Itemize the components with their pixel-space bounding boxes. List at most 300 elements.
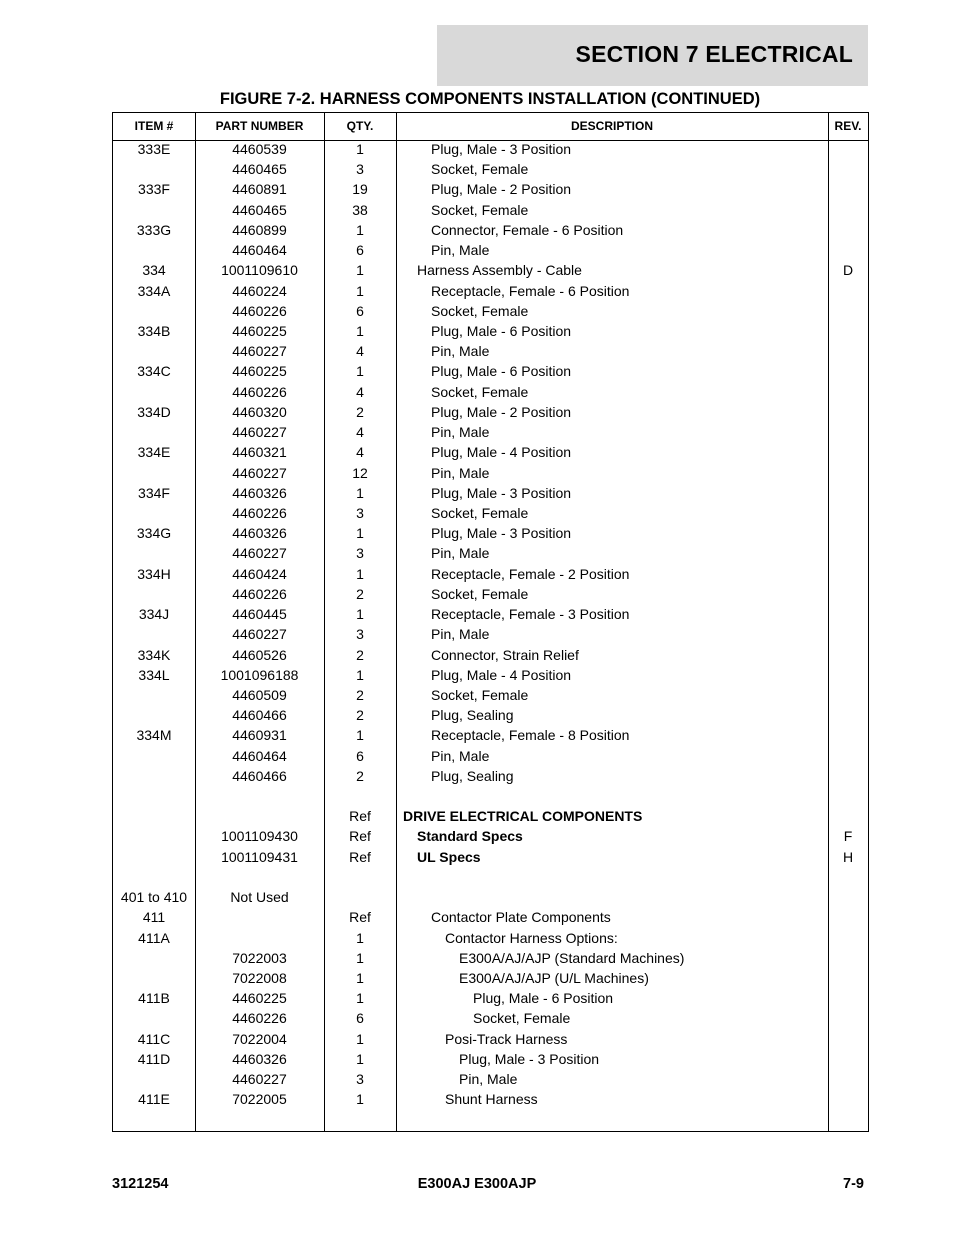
part-number-cell: 4460466 [232,707,287,724]
item-number-cell: 411 [142,909,166,926]
item-number-cell: 333G [136,221,172,238]
item-number-cell: 334F [138,484,170,501]
table-row [113,766,868,786]
quantity-cell: 6 [356,242,364,259]
table-row [113,665,868,685]
item-number-cell [113,341,195,361]
quantity-cell: 6 [356,1010,364,1027]
table-row [113,968,868,988]
table-row [113,402,868,422]
item-number-cell: 334E [137,444,171,461]
quantity-cell: 1 [356,949,364,966]
quantity-cell: 4 [356,444,364,461]
item-number-cell: 334L [138,666,170,683]
description-cell: Socket, Female [431,504,529,521]
part-number-cell: 4460326 [232,484,287,501]
quantity-cell: 2 [356,686,364,703]
description-cell: Pin, Male [431,424,490,441]
revision-cell [828,361,868,381]
part-number-cell: 7022003 [232,949,287,966]
footer-model: E300AJ E300AJP [417,1176,537,1192]
quantity-cell: 6 [356,302,364,319]
part-number-cell: 4460465 [232,161,287,178]
header-rev: REV. [834,119,862,133]
table-row [113,260,868,280]
part-number-cell: 4460464 [232,747,287,764]
revision-cell [828,503,868,523]
item-number-cell: 334B [137,322,171,339]
item-number-cell: 334K [137,646,171,663]
part-number-cell: 4460225 [232,990,287,1007]
description-cell [397,867,834,887]
item-number-cell: 411C [137,1030,171,1047]
item-number-cell [113,705,195,725]
description-cell: Connector, Female - 6 Position [431,221,624,238]
table-row [113,584,868,604]
part-number-cell: 4460226 [232,302,287,319]
description-cell: E300A/AJ/AJP (Standard Machines) [459,949,685,966]
table-row [113,645,868,665]
item-number-cell [113,240,195,260]
description-cell: Plug, Male - 6 Position [473,990,614,1007]
table-row [113,240,868,260]
quantity-cell: 1 [356,262,364,279]
part-number-cell: 4460424 [232,565,287,582]
table-row [113,1029,868,1049]
revision-cell [828,543,868,563]
revision-cell [828,200,868,220]
table-row [113,321,868,341]
quantity-cell: 1 [356,363,364,380]
item-number-cell [113,503,195,523]
description-cell: Plug, Sealing [431,767,514,784]
section-banner [437,25,868,86]
revision-cell [828,1008,868,1028]
description-cell: Pin, Male [459,1071,518,1088]
parts-table [112,112,869,1132]
quantity-cell [324,887,396,907]
footer-document-number: 3121254 [112,1176,169,1192]
quantity-cell: 1 [356,221,364,238]
header-description: DESCRIPTION [570,119,653,133]
revision-cell [828,907,868,927]
table-row [113,988,868,1008]
revision-cell [828,341,868,361]
revision-cell [828,725,868,745]
table-row [113,624,868,644]
quantity-cell: 4 [356,424,364,441]
revision-cell [828,705,868,725]
description-cell: Plug, Male - 2 Position [431,181,572,198]
item-number-cell: 334J [138,606,170,623]
part-number-cell: 4460227 [232,1071,287,1088]
item-number-cell [113,200,195,220]
figure-title: FIGURE 7-2. HARNESS COMPONENTS INSTALLATION (CONTINUED) [219,90,761,108]
description-cell: Socket, Female [431,201,529,218]
description-cell: Pin, Male [431,464,490,481]
part-number-cell: 1001109431 [221,848,298,865]
quantity-cell: 1 [356,484,364,501]
item-number-cell [113,746,195,766]
part-number-cell: 4460227 [232,343,287,360]
table-row [113,483,868,503]
item-number-cell: 401 to 410 [120,889,188,906]
part-number-cell: 7022008 [232,970,287,987]
table-row [113,341,868,361]
description-cell: Pin, Male [431,343,490,360]
description-cell: Socket, Female [431,686,529,703]
revision-cell [828,422,868,442]
quantity-cell: Ref [349,848,371,865]
item-number-cell: 334H [137,565,171,582]
revision-cell: F [843,828,853,845]
revision-cell [828,887,868,907]
description-cell: Plug, Male - 6 Position [431,322,572,339]
quantity-cell [324,867,396,887]
description-cell: Connector, Strain Relief [431,646,579,663]
quantity-cell: 4 [356,343,364,360]
table-row [113,867,868,887]
quantity-cell: 1 [356,606,364,623]
table-row [113,1049,868,1069]
description-cell: Contactor Plate Components [431,909,611,926]
part-number-cell: 4460320 [232,403,287,420]
item-number-cell: 334C [137,363,171,380]
part-number-cell: 4460509 [232,686,287,703]
quantity-cell: 3 [356,545,364,562]
description-cell: Pin, Male [431,626,490,643]
item-number-cell: 334M [136,727,172,744]
quantity-cell: 1 [356,1030,364,1047]
table-row [113,1008,868,1028]
quantity-cell: 1 [356,565,364,582]
header-part-number: PART NUMBER [215,119,304,133]
description-cell: Plug, Male - 3 Position [431,525,572,542]
item-number-cell [113,159,195,179]
revision-cell [828,685,868,705]
description-cell: Socket, Female [431,383,529,400]
part-number-cell: 4460326 [232,525,287,542]
table-row [113,685,868,705]
item-number-cell [113,847,195,867]
revision-cell [828,139,868,159]
item-number-cell [113,543,195,563]
revision-cell: H [842,848,854,865]
part-number-cell [195,867,324,887]
revision-cell [828,746,868,766]
item-number-cell: 333F [138,181,170,198]
table-row [113,422,868,442]
revision-cell [828,564,868,584]
part-number-cell: 7022004 [232,1030,287,1047]
table-row [113,361,868,381]
revision-cell [828,220,868,240]
revision-cell [828,584,868,604]
part-number-cell: 4460224 [232,282,287,299]
quantity-cell: 3 [356,1071,364,1088]
item-number-cell: 411D [137,1050,171,1067]
revision-cell [828,1089,868,1109]
quantity-cell [324,786,396,806]
description-cell: Standard Specs [417,828,523,845]
quantity-cell: 2 [356,707,364,724]
table-row [113,543,868,563]
item-number-cell [113,301,195,321]
table-row [113,442,868,462]
revision-cell [828,968,868,988]
part-number-cell: 4460321 [232,444,287,461]
revision-cell [828,523,868,543]
item-number-cell [113,948,195,968]
part-number-cell: 4460526 [232,646,287,663]
item-number-cell: 333E [137,141,171,157]
table-row [113,139,868,159]
revision-cell [828,402,868,422]
part-number-cell [195,806,324,826]
footer-page-number: 7-9 [843,1176,864,1192]
description-cell: DRIVE ELECTRICAL COMPONENTS [403,808,643,825]
revision-cell [828,301,868,321]
description-cell: Contactor Harness Options: [445,929,618,946]
quantity-cell: 1 [356,141,364,157]
quantity-cell: 38 [352,201,368,218]
revision-cell [828,867,868,887]
quantity-cell: 1 [356,1091,364,1108]
part-number-cell: 4460227 [232,626,287,643]
revision-cell [828,988,868,1008]
description-cell: UL Specs [417,848,481,865]
part-number-cell [195,928,324,948]
part-number-cell: 4460226 [232,383,287,400]
part-number-cell: 4460226 [232,504,287,521]
table-row [113,281,868,301]
table-row [113,746,868,766]
part-number-cell: 4460227 [232,545,287,562]
item-number-cell [113,1069,195,1089]
table-row [113,503,868,523]
table-row [113,1089,868,1109]
part-number-cell [195,907,324,927]
description-cell: Receptacle, Female - 6 Position [431,282,630,299]
item-number-cell [113,766,195,786]
item-number-cell: 411E [138,1091,170,1108]
description-cell: Plug, Male - 3 Position [431,484,572,501]
table-row [113,463,868,483]
table-row [113,1069,868,1089]
item-number-cell [113,968,195,988]
quantity-cell: 1 [356,929,364,946]
description-cell: Shunt Harness [445,1091,538,1108]
item-number-cell [113,867,195,887]
revision-cell [828,159,868,179]
item-number-cell [113,422,195,442]
part-number-cell: 4460225 [232,363,287,380]
description-cell: Plug, Male - 3 Position [459,1050,600,1067]
quantity-cell: 1 [356,970,364,987]
revision-cell [828,665,868,685]
revision-cell [828,483,868,503]
item-number-cell [113,806,195,826]
part-number-cell: 1001109430 [221,828,298,845]
table-row [113,887,868,907]
revision-cell [828,179,868,199]
quantity-cell: 2 [356,767,364,784]
quantity-cell: Ref [349,828,371,845]
item-number-cell [113,826,195,846]
revision-cell [828,240,868,260]
part-number-cell: 4460226 [232,1010,287,1027]
quantity-cell: 12 [352,464,368,481]
part-number-cell: 4460226 [232,585,287,602]
revision-cell [828,281,868,301]
revision-cell [828,1029,868,1049]
table-row [113,523,868,543]
header-qty: QTY. [346,119,374,133]
item-number-cell [113,463,195,483]
part-number-cell: 4460899 [232,221,287,238]
quantity-cell: 2 [356,403,364,420]
quantity-cell: Ref [349,909,371,926]
revision-cell [828,645,868,665]
item-number-cell [113,584,195,604]
quantity-cell: 6 [356,747,364,764]
revision-cell [828,1049,868,1069]
description-cell: Plug, Male - 2 Position [431,403,572,420]
quantity-cell: 19 [352,181,368,198]
table-row [113,847,868,867]
revision-cell: D [842,262,854,279]
description-cell: Plug, Male - 6 Position [431,363,572,380]
table-row [113,948,868,968]
revision-cell [828,948,868,968]
description-cell: Receptacle, Female - 2 Position [431,565,630,582]
description-cell: Pin, Male [431,747,490,764]
item-number-cell: 334 [142,262,166,279]
table-row [113,705,868,725]
quantity-cell: 1 [356,525,364,542]
table-row [113,200,868,220]
part-number-cell: 4460227 [232,424,287,441]
description-cell: Socket, Female [431,585,529,602]
part-number-cell: 4460931 [232,727,287,744]
revision-cell [828,928,868,948]
revision-cell [828,604,868,624]
part-number-cell: 1001096188 [220,666,299,683]
description-cell: Receptacle, Female - 8 Position [431,727,630,744]
part-number-cell: 4460445 [232,606,287,623]
item-number-cell: 411B [138,990,170,1007]
item-number-cell [113,786,195,806]
quantity-cell: 3 [356,504,364,521]
table-row [113,604,868,624]
table-row [113,786,868,806]
table-row [113,382,868,402]
quantity-cell: 3 [356,161,364,178]
quantity-cell: Ref [349,808,371,825]
description-cell: Plug, Male - 4 Position [431,666,572,683]
quantity-cell: 1 [356,990,364,1007]
part-number-cell: 4460539 [232,141,287,157]
table-row [113,928,868,948]
description-cell: Receptacle, Female - 3 Position [431,606,630,623]
table-row [113,725,868,745]
description-cell: E300A/AJ/AJP (U/L Machines) [459,970,649,987]
part-number-cell: 4460465 [232,201,287,218]
revision-cell [828,766,868,786]
part-number-cell: 4460466 [232,767,287,784]
part-number-cell [195,786,324,806]
revision-cell [828,624,868,644]
revision-cell [828,382,868,402]
part-number-cell: 1001109610 [221,262,298,279]
description-cell: Socket, Female [473,1010,571,1027]
table-row [113,806,868,826]
part-number-cell: 4460227 [232,464,287,481]
item-number-cell: 334G [136,525,172,542]
quantity-cell: 2 [356,585,364,602]
table-row [113,301,868,321]
revision-cell [828,1069,868,1089]
table-row [113,179,868,199]
table-row [113,220,868,240]
item-number-cell: 334D [137,403,171,420]
item-number-cell: 334A [137,282,171,299]
description-cell: Plug, Male - 3 Position [431,141,572,157]
quantity-cell: 2 [356,646,364,663]
table-row [113,907,868,927]
item-number-cell: 411A [138,929,170,946]
description-cell: Socket, Female [431,302,529,319]
part-number-cell: 4460464 [232,242,287,259]
quantity-cell: 1 [356,666,364,683]
description-cell [397,786,834,806]
description-cell: Pin, Male [431,545,490,562]
description-cell: Plug, Sealing [431,707,514,724]
quantity-cell: 1 [356,282,364,299]
part-number-cell: 7022005 [232,1091,287,1108]
item-number-cell [113,685,195,705]
revision-cell [828,442,868,462]
part-number-cell: 4460225 [232,322,287,339]
description-cell: Posi-Track Harness [445,1030,568,1047]
revision-cell [828,786,868,806]
table-row [113,564,868,584]
quantity-cell: 1 [356,1050,364,1067]
description-cell [397,887,834,907]
quantity-cell: 3 [356,626,364,643]
quantity-cell: 1 [356,322,364,339]
description-cell: Plug, Male - 4 Position [431,444,572,461]
quantity-cell: 1 [356,727,364,744]
table-row [113,826,868,846]
quantity-cell: 4 [356,383,364,400]
revision-cell [828,321,868,341]
part-number-cell: 4460891 [232,181,287,198]
table-row [113,159,868,179]
part-number-cell: Not Used [230,889,289,906]
section-title: SECTION 7 ELECTRICAL [575,41,853,67]
description-cell: Pin, Male [431,242,490,259]
description-cell: Harness Assembly - Cable [417,262,582,279]
description-cell: Socket, Female [431,161,529,178]
header-item: ITEM # [134,119,174,133]
revision-cell [828,463,868,483]
part-number-cell: 4460326 [232,1050,287,1067]
revision-cell [828,806,868,826]
item-number-cell [113,1008,195,1028]
item-number-cell [113,382,195,402]
item-number-cell [113,624,195,644]
